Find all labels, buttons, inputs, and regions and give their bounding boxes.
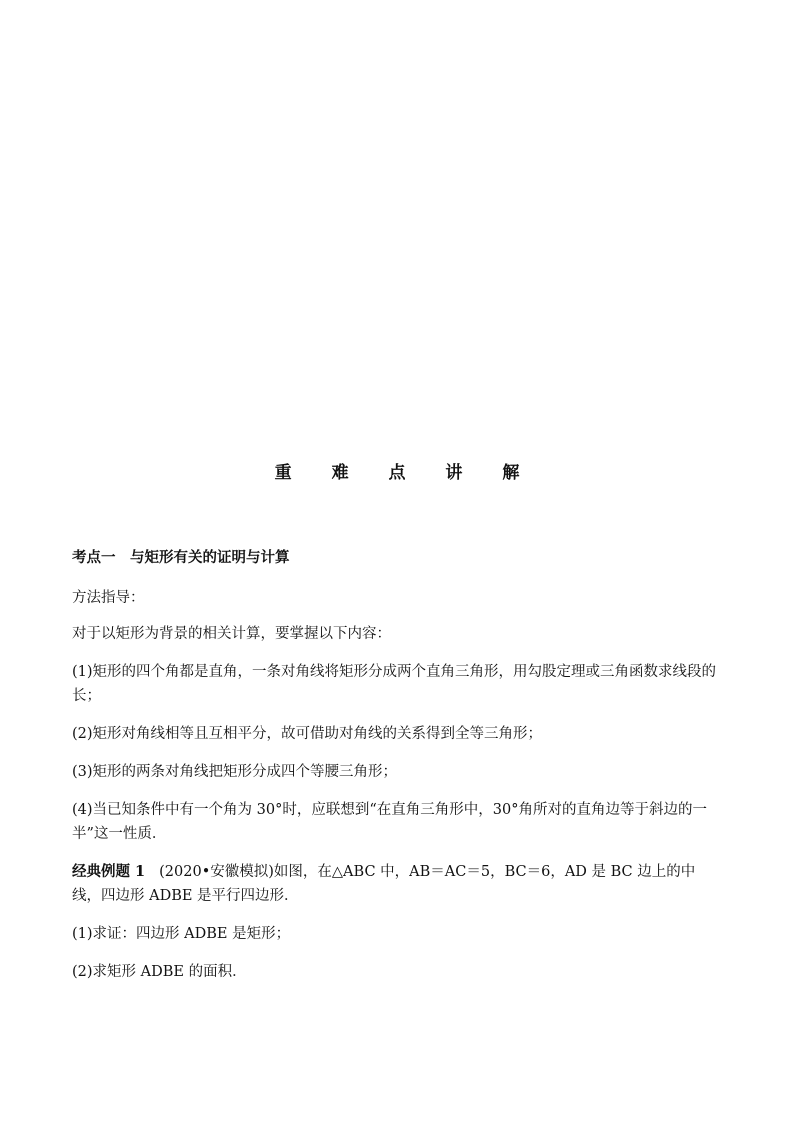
point-3: (3)矩形的两条对角线把矩形分成四个等腰三角形；	[72, 764, 398, 780]
example-label: 经典例题 1	[72, 863, 146, 880]
question-2: (2)求矩形 ADBE 的面积．	[72, 964, 247, 980]
point-2: (2)矩形对角线相等且互相平分，故可借助对角线的关系得到全等三角形；	[72, 726, 543, 742]
page-title: 重 难 点 讲 解	[274, 463, 537, 483]
point-1: (1)矩形的四个角都是直角，一条对角线将矩形分成两个直角三角形，用勾股定理或三角函数求线段的长；	[72, 664, 717, 704]
section-heading: 考点一 与矩形有关的证明与计算	[72, 550, 290, 566]
method-label: 方法指导：	[72, 590, 145, 606]
intro-text: 对于以矩形为背景的相关计算，要掌握以下内容：	[72, 626, 391, 642]
point-4: (4)当已知条件中有一个角为 30°时，应联想到“在直角三角形中，30°角所对的直角边等于斜边的一半”这一性质．	[72, 802, 707, 842]
question-1: (1)求证：四边形 ADBE 是矩形；	[72, 926, 291, 942]
content-body	[72, 546, 724, 998]
example-paragraph	[72, 860, 724, 908]
example-text: (2020•安徽模拟)如图，在△ABC 中，AB＝AC＝5，BC＝6，AD 是 BC 边上的中线，四边形 ADBE 是平行四边形．	[72, 864, 696, 904]
